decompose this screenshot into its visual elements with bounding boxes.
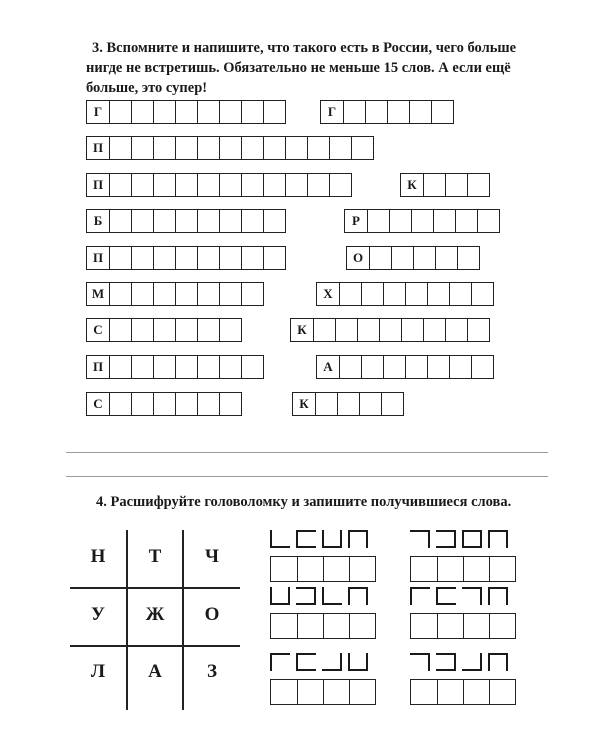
letter-cell[interactable]	[131, 319, 153, 341]
cipher-symbol	[348, 530, 368, 548]
letter-cell[interactable]	[351, 137, 373, 159]
word-answer-box	[346, 246, 480, 270]
grid-letter: Т	[148, 546, 162, 567]
cipher-key-grid	[70, 530, 240, 710]
letter-cell[interactable]	[467, 174, 489, 196]
letter-cell[interactable]	[219, 101, 241, 123]
letter-cell[interactable]	[197, 174, 219, 196]
letter-cell[interactable]	[131, 101, 153, 123]
word-first-letter[interactable]: К	[407, 177, 417, 192]
answer-cell[interactable]	[323, 614, 349, 638]
cipher-symbol	[462, 653, 482, 671]
word-first-letter[interactable]: П	[92, 250, 104, 265]
letter-cell[interactable]	[219, 210, 241, 232]
letter-cell[interactable]	[197, 101, 219, 123]
answer-cell[interactable]	[271, 680, 297, 704]
answer-cell[interactable]	[437, 614, 463, 638]
word-first-letter[interactable]: Г	[93, 104, 103, 119]
grid-letter: У	[91, 604, 105, 625]
letter-cell[interactable]	[131, 174, 153, 196]
letter-cell[interactable]	[175, 356, 197, 378]
answer-cell[interactable]	[323, 557, 349, 581]
letter-cell[interactable]	[285, 137, 307, 159]
letter-cell[interactable]	[335, 319, 357, 341]
letter-cell[interactable]	[197, 210, 219, 232]
letter-cell[interactable]	[131, 356, 153, 378]
cipher-symbol	[270, 587, 290, 605]
word-first-letter[interactable]: С	[93, 396, 103, 411]
word-first-letter[interactable]: П	[92, 177, 104, 192]
word-answer-box	[344, 209, 500, 233]
answer-cell[interactable]	[271, 614, 297, 638]
word-answer-box	[86, 318, 242, 342]
answer-cell[interactable]	[437, 557, 463, 581]
cipher-answer-box	[270, 679, 376, 705]
letter-cell[interactable]	[153, 247, 175, 269]
letter-cell[interactable]	[197, 319, 219, 341]
letter-cell[interactable]	[445, 319, 467, 341]
cipher-answer-box	[410, 679, 516, 705]
word-first-letter[interactable]: Х	[323, 286, 333, 301]
letter-cell[interactable]	[241, 356, 263, 378]
answer-cell[interactable]	[411, 557, 437, 581]
letter-cell[interactable]	[427, 283, 449, 305]
answer-cell[interactable]	[271, 557, 297, 581]
letter-cell[interactable]	[387, 101, 409, 123]
cipher-symbol	[488, 653, 508, 671]
letter-cell[interactable]	[109, 393, 131, 415]
word-first-letter[interactable]: П	[92, 140, 104, 155]
letter-cell[interactable]	[405, 283, 427, 305]
letter-cell[interactable]	[307, 137, 329, 159]
letter-cell[interactable]	[219, 247, 241, 269]
cipher-symbol	[348, 587, 368, 605]
letter-cell[interactable]	[477, 210, 499, 232]
letter-cell[interactable]	[241, 210, 263, 232]
word-first-letter[interactable]: М	[91, 286, 105, 301]
cipher-symbol	[410, 587, 430, 605]
word-first-letter[interactable]: О	[352, 250, 364, 265]
letter-cell[interactable]	[389, 210, 411, 232]
word-first-letter[interactable]: С	[93, 322, 103, 337]
word-answer-box	[316, 282, 494, 306]
answer-cell[interactable]	[349, 680, 375, 704]
letter-cell[interactable]	[263, 210, 285, 232]
letter-cell[interactable]	[391, 247, 413, 269]
cipher-answer-box	[410, 556, 516, 582]
letter-cell[interactable]	[471, 356, 493, 378]
cipher-symbol	[296, 653, 316, 671]
word-answer-box	[86, 173, 352, 197]
letter-cell[interactable]	[109, 247, 131, 269]
letter-cell[interactable]	[329, 174, 351, 196]
cipher-word	[410, 653, 508, 671]
letter-cell[interactable]	[379, 319, 401, 341]
word-first-letter[interactable]: К	[299, 396, 309, 411]
letter-cell[interactable]	[411, 210, 433, 232]
answer-cell[interactable]	[489, 680, 515, 704]
letter-cell[interactable]	[109, 174, 131, 196]
letter-cell[interactable]	[423, 174, 445, 196]
letter-cell[interactable]	[109, 137, 131, 159]
cipher-word	[270, 653, 368, 671]
letter-cell[interactable]	[131, 137, 153, 159]
letter-cell[interactable]	[409, 101, 431, 123]
cipher-symbol	[488, 530, 508, 548]
letter-cell[interactable]	[455, 210, 477, 232]
letter-cell[interactable]	[219, 319, 241, 341]
cipher-symbol	[410, 653, 430, 671]
letter-cell[interactable]	[357, 319, 379, 341]
answer-cell[interactable]	[489, 557, 515, 581]
answer-cell[interactable]	[437, 680, 463, 704]
cipher-symbol	[322, 530, 342, 548]
letter-cell[interactable]	[361, 356, 383, 378]
letter-cell[interactable]	[153, 210, 175, 232]
letter-cell[interactable]	[449, 283, 471, 305]
letter-cell[interactable]	[445, 174, 467, 196]
answer-cell[interactable]	[411, 614, 437, 638]
letter-cell[interactable]	[449, 356, 471, 378]
letter-cell[interactable]	[369, 247, 391, 269]
letter-cell[interactable]	[175, 283, 197, 305]
letter-cell[interactable]	[219, 393, 241, 415]
writing-line[interactable]	[66, 452, 548, 453]
letter-cell[interactable]	[153, 393, 175, 415]
letter-cell[interactable]	[337, 393, 359, 415]
cipher-word	[270, 587, 368, 605]
letter-cell[interactable]	[197, 283, 219, 305]
letter-cell[interactable]	[175, 101, 197, 123]
letter-cell[interactable]	[241, 101, 263, 123]
grid-letter: Н	[90, 546, 106, 567]
cipher-symbol	[410, 530, 430, 548]
cipher-symbol	[270, 653, 290, 671]
letter-cell[interactable]	[197, 247, 219, 269]
letter-cell[interactable]	[241, 174, 263, 196]
letter-cell[interactable]	[241, 283, 263, 305]
letter-cell[interactable]	[175, 210, 197, 232]
letter-cell[interactable]	[285, 174, 307, 196]
letter-cell[interactable]	[241, 137, 263, 159]
word-answer-box	[86, 246, 286, 270]
grid-letter: Л	[90, 661, 106, 682]
letter-cell[interactable]	[471, 283, 493, 305]
letter-cell[interactable]	[423, 319, 445, 341]
letter-cell[interactable]	[343, 101, 365, 123]
cipher-answer-box	[270, 556, 376, 582]
letter-cell[interactable]	[263, 174, 285, 196]
letter-cell[interactable]	[433, 210, 455, 232]
cipher-symbol	[436, 530, 456, 548]
letter-cell[interactable]	[365, 101, 387, 123]
word-answer-box	[316, 355, 494, 379]
letter-cell[interactable]	[413, 247, 435, 269]
letter-cell[interactable]	[427, 356, 449, 378]
letter-cell[interactable]	[175, 137, 197, 159]
cipher-symbol	[488, 587, 508, 605]
grid-letter: Ж	[145, 604, 165, 625]
grid-letter: З	[206, 661, 218, 682]
letter-cell[interactable]	[153, 283, 175, 305]
cipher-answer-box	[410, 613, 516, 639]
word-first-letter[interactable]: Г	[327, 104, 337, 119]
letter-cell[interactable]	[383, 356, 405, 378]
letter-cell[interactable]	[153, 174, 175, 196]
letter-cell[interactable]	[131, 393, 153, 415]
answer-cell[interactable]	[489, 614, 515, 638]
letter-cell[interactable]	[307, 174, 329, 196]
letter-cell[interactable]	[361, 283, 383, 305]
cipher-symbol	[296, 587, 316, 605]
letter-cell[interactable]	[175, 174, 197, 196]
word-answer-box	[86, 100, 286, 124]
word-first-letter[interactable]: К	[297, 322, 307, 337]
letter-cell[interactable]	[109, 101, 131, 123]
letter-cell[interactable]	[131, 247, 153, 269]
word-answer-box	[86, 136, 374, 160]
cipher-word	[410, 587, 508, 605]
cipher-symbol	[348, 653, 368, 671]
letter-cell[interactable]	[339, 283, 361, 305]
cipher-word	[410, 530, 508, 548]
writing-line[interactable]	[66, 476, 548, 477]
letter-cell[interactable]	[131, 210, 153, 232]
cipher-symbol	[322, 653, 342, 671]
letter-cell[interactable]	[263, 137, 285, 159]
answer-cell[interactable]	[349, 557, 375, 581]
word-first-letter[interactable]: П	[92, 359, 104, 374]
word-answer-box	[290, 318, 490, 342]
grid-line	[70, 645, 240, 647]
word-first-letter[interactable]: Р	[352, 213, 360, 228]
letter-cell[interactable]	[315, 393, 337, 415]
answer-cell[interactable]	[297, 680, 323, 704]
letter-cell[interactable]	[263, 247, 285, 269]
letter-cell[interactable]	[219, 137, 241, 159]
letter-cell[interactable]	[175, 247, 197, 269]
letter-cell[interactable]	[383, 283, 405, 305]
cipher-symbol	[270, 530, 290, 548]
letter-cell[interactable]	[367, 210, 389, 232]
letter-cell[interactable]	[153, 356, 175, 378]
letter-cell[interactable]	[219, 283, 241, 305]
letter-cell[interactable]	[197, 393, 219, 415]
letter-cell[interactable]	[263, 101, 285, 123]
letter-cell[interactable]	[109, 356, 131, 378]
word-answer-box	[86, 392, 242, 416]
word-first-letter[interactable]: Б	[93, 213, 103, 228]
word-first-letter[interactable]: А	[323, 359, 333, 374]
letter-cell[interactable]	[467, 319, 489, 341]
letter-cell[interactable]	[175, 319, 197, 341]
cipher-symbol	[436, 653, 456, 671]
letter-cell[interactable]	[197, 356, 219, 378]
letter-cell[interactable]	[381, 393, 403, 415]
letter-cell[interactable]	[405, 356, 427, 378]
cipher-symbol	[436, 587, 456, 605]
letter-cell[interactable]	[401, 319, 423, 341]
letter-cell[interactable]	[339, 356, 361, 378]
letter-cell[interactable]	[313, 319, 335, 341]
answer-cell[interactable]	[411, 680, 437, 704]
letter-cell[interactable]	[109, 319, 131, 341]
answer-cell[interactable]	[297, 614, 323, 638]
letter-cell[interactable]	[435, 247, 457, 269]
letter-cell[interactable]	[109, 210, 131, 232]
word-answer-box	[86, 355, 264, 379]
cipher-symbol	[462, 530, 482, 548]
word-answer-box	[86, 209, 286, 233]
letter-cell[interactable]	[153, 101, 175, 123]
letter-cell[interactable]	[197, 137, 219, 159]
answer-cell[interactable]	[323, 680, 349, 704]
cipher-answer-box	[270, 613, 376, 639]
letter-cell[interactable]	[329, 137, 351, 159]
answer-cell[interactable]	[463, 557, 489, 581]
task-4-title: 4. Расшифруйте головоломку и запишите получившиеся слова.	[96, 494, 512, 510]
word-answer-box	[400, 173, 490, 197]
answer-cell[interactable]	[463, 614, 489, 638]
letter-cell[interactable]	[175, 393, 197, 415]
grid-letter: А	[148, 661, 162, 682]
letter-cell[interactable]	[219, 174, 241, 196]
letter-cell[interactable]	[457, 247, 479, 269]
word-answer-box	[292, 392, 404, 416]
grid-letter: Ч	[205, 546, 219, 567]
letter-cell[interactable]	[431, 101, 453, 123]
letter-cell[interactable]	[241, 247, 263, 269]
letter-cell[interactable]	[153, 319, 175, 341]
answer-cell[interactable]	[463, 680, 489, 704]
answer-cell[interactable]	[297, 557, 323, 581]
letter-cell[interactable]	[131, 283, 153, 305]
grid-letter: О	[204, 604, 220, 625]
cipher-symbol	[296, 530, 316, 548]
cipher-symbol	[322, 587, 342, 605]
cipher-word	[270, 530, 368, 548]
letter-cell[interactable]	[153, 137, 175, 159]
grid-line	[70, 587, 240, 589]
task-3-title: 3. Вспомните и напишите, что такого есть в России, чего больше нигде не встретишь. Обязательно не меньше 15 слов. А если ещё больше, это супер!	[86, 40, 517, 96]
answer-cell[interactable]	[349, 614, 375, 638]
letter-cell[interactable]	[109, 283, 131, 305]
word-answer-box	[320, 100, 454, 124]
cipher-symbol	[462, 587, 482, 605]
word-answer-box	[86, 282, 264, 306]
letter-cell[interactable]	[219, 356, 241, 378]
letter-cell[interactable]	[359, 393, 381, 415]
